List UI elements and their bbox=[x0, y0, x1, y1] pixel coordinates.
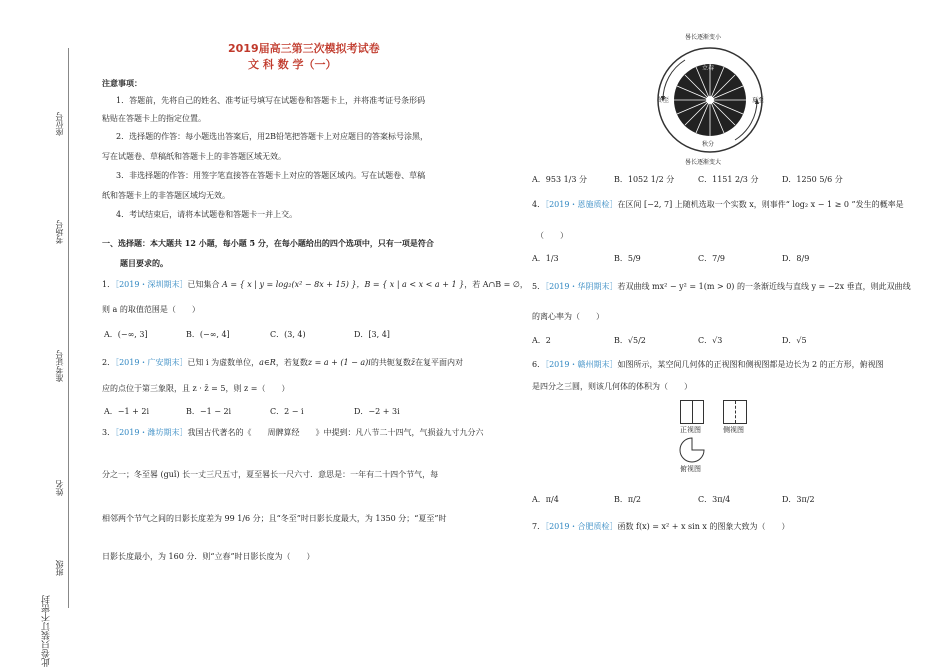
front-view bbox=[680, 400, 704, 424]
binding-line bbox=[68, 48, 69, 608]
q4-option-a[interactable]: A．1/3 bbox=[532, 254, 559, 263]
q4-option-c[interactable]: C．7/9 bbox=[698, 254, 725, 263]
front-view-label: 正视图 bbox=[680, 426, 701, 434]
section-heading-cont: 题目要求的。 bbox=[120, 258, 168, 268]
q3-option-a[interactable]: A．953 1/3 分 bbox=[532, 175, 588, 184]
q5-option-d[interactable]: D．√5 bbox=[782, 336, 807, 345]
q1-option-d[interactable]: D．[3, 4] bbox=[354, 330, 390, 339]
q5-option-c[interactable]: C．√3 bbox=[698, 336, 723, 345]
page-title: 2019届高三第三次模拟考试卷 bbox=[228, 42, 380, 55]
notice-line: 4．考试结束后，请将本试题卷和答题卡一并上交。 bbox=[116, 210, 298, 219]
page-subtitle: 文 科 数 学（一） bbox=[248, 58, 337, 71]
notice-line: 纸和答题卡上的非答题区域均无效。 bbox=[102, 191, 230, 200]
q2-option-a[interactable]: A．−1 + 2i bbox=[104, 407, 150, 416]
question-4: 4．［2019・恩施质检］在区间 [−2, 7] 上随机选取一个实数 x，则事件“ log₂ x − 1 ≥ 0 ”发生的概率是 bbox=[532, 200, 904, 209]
question-1-cont: 则 a 的取值范围是（ ） bbox=[102, 305, 200, 314]
notice-line: 3．非选择题的作答：用签字笔直接答在答题卡上对应的答题区域内。写在试题卷、草稿 bbox=[116, 171, 426, 180]
question-6: 6．［2019・赣州期末］如图所示，某空间几何体的正视图和侧视图都是边长为 2 的正方形，俯视图 bbox=[532, 360, 884, 369]
q1-option-a[interactable]: A．(−∞, 3] bbox=[104, 330, 148, 339]
question-source-tag: ［2019・赣州期末］ bbox=[545, 360, 618, 369]
top-view bbox=[678, 436, 706, 464]
q6-option-b[interactable]: B．π/2 bbox=[614, 495, 641, 504]
question-source-tag: ［2019・潍坊期末］ bbox=[115, 428, 188, 437]
question-5-cont: 的离心率为（ ） bbox=[532, 312, 604, 321]
q3-option-b[interactable]: B．1052 1/2 分 bbox=[614, 175, 675, 184]
section-heading: 一、选择题：本大题共 12 小题，每小题 5 分，在每小题给出的四个选项中，只有一项是符合 bbox=[102, 238, 434, 248]
class-label: 班级 bbox=[55, 560, 64, 576]
question-source-tag: ［2019・恩施质检］ bbox=[545, 200, 618, 209]
q1-option-b[interactable]: B．(−∞, 4] bbox=[186, 330, 230, 339]
notice-line: 写在试题卷、草稿纸和答题卡上的非答题区域无效。 bbox=[102, 152, 286, 161]
question-2-cont: 应的点位于第三象限，且 z · z̄ = 5，则 z =（ ） bbox=[102, 384, 290, 393]
exam-room-label: 考场号 bbox=[55, 220, 64, 244]
question-7: 7．［2019・合肥质检］函数 f(x) = x² + x sin x 的图象大致为（ ） bbox=[532, 522, 790, 531]
notice-heading: 注意事项： bbox=[102, 78, 142, 88]
q6-option-d[interactable]: D．3π/2 bbox=[782, 495, 815, 504]
q6-option-c[interactable]: C．3π/4 bbox=[698, 495, 731, 504]
q4-option-b[interactable]: B．5/9 bbox=[614, 254, 641, 263]
q2-option-b[interactable]: B．−1 − 2i bbox=[186, 407, 232, 416]
question-6-cont: 是四分之三圆，则该几何体的体积为（ ） bbox=[532, 382, 692, 391]
q6-option-a[interactable]: A．π/4 bbox=[532, 495, 559, 504]
sundial-left-label: 冬至 bbox=[657, 97, 670, 104]
q5-option-b[interactable]: B．√5/2 bbox=[614, 336, 646, 345]
question-source-tag: ［2019・广安期末］ bbox=[115, 358, 188, 367]
question-source-tag: ［2019・深圳期末］ bbox=[115, 280, 188, 289]
q1-option-c[interactable]: C．(3, 4) bbox=[270, 330, 306, 339]
name-label: 姓名 bbox=[55, 480, 64, 496]
question-3-line4: 日影长度最小，为 160 分．则“立春”时日影长度为（ ） bbox=[102, 552, 315, 561]
question-source-tag: ［2019・合肥质检］ bbox=[545, 522, 618, 531]
sundial-top-label: 晷长逐渐变小 bbox=[685, 34, 722, 41]
sundial-right-label: 夏至 bbox=[752, 97, 765, 104]
question-source-tag: ［2019・华阴期末］ bbox=[545, 282, 618, 291]
q4-option-d[interactable]: D．8/9 bbox=[782, 254, 810, 263]
notice-line: 2．选择题的作答：每小题选出答案后，用2B铅笔把答题卡上对应题目的答案标号涂黑， bbox=[116, 132, 429, 141]
question-3: 3．［2019・潍坊期末］我国古代著名的《 周髀算经 》中提到：凡八节二十四气，气损益九寸九分六 bbox=[102, 428, 484, 437]
question-2: 2．［2019・广安期末］已知 i 为虚数单位，a∈R，若复数z = a + (1 − a)i的共轭复数z̄在复平面内对 bbox=[102, 358, 464, 367]
admission-number-label: 准考证号 bbox=[55, 350, 64, 382]
question-5: 5．［2019・华阴期末］若双曲线 mx² − y² = 1(m > 0) 的一条渐近线与直线 y = −2x 垂直，则此双曲线 bbox=[532, 282, 911, 291]
question-3-line3: 相邻两个节气之间的日影长度差为 99 1/6 分；且“冬至”时日影长度最大，为 1350 分；“夏至”时 bbox=[102, 514, 447, 523]
question-3-line2: 分之一；冬至晷 (guǐ) 长一丈三尺五寸，夏至晷长一尺六寸．意思是：一年有二十四个节气，每 bbox=[102, 470, 439, 479]
q3-option-c[interactable]: C．1151 2/3 分 bbox=[698, 175, 759, 184]
q2-option-c[interactable]: C．2 − i bbox=[270, 407, 304, 416]
side-view bbox=[723, 400, 747, 424]
sundial-inner-top: 立春 bbox=[702, 65, 715, 72]
q5-option-a[interactable]: A．2 bbox=[532, 336, 551, 345]
sundial-bottom-label: 晷长逐渐变大 bbox=[685, 159, 722, 166]
top-view-label: 俯视图 bbox=[680, 465, 701, 473]
sundial-inner-bottom: 秋分 bbox=[702, 141, 715, 148]
notice-line: 1．答题前，先将自己的姓名、准考证号填写在试题卷和答题卡上，并将准考证号条形码 bbox=[116, 96, 426, 105]
q2-option-d[interactable]: D．−2 + 3i bbox=[354, 407, 400, 416]
notice-line: 粘贴在答题卡上的指定位置。 bbox=[102, 114, 206, 123]
seal-notice: 此卷只装订不密封 bbox=[42, 595, 52, 667]
seat-number-label: 座位号 bbox=[55, 112, 64, 136]
q3-option-d[interactable]: D．1250 5/6 分 bbox=[782, 175, 843, 184]
question-4-cont: （ ） bbox=[536, 231, 568, 240]
question-1: 1．［2019・深圳期末］已知集合 A = { x | y = log₂(x² − 8x + 15) }，B = { x | a < x < a + 1 }，若 A∩B = ∅， bbox=[102, 280, 528, 289]
side-view-label: 侧视图 bbox=[723, 426, 744, 434]
